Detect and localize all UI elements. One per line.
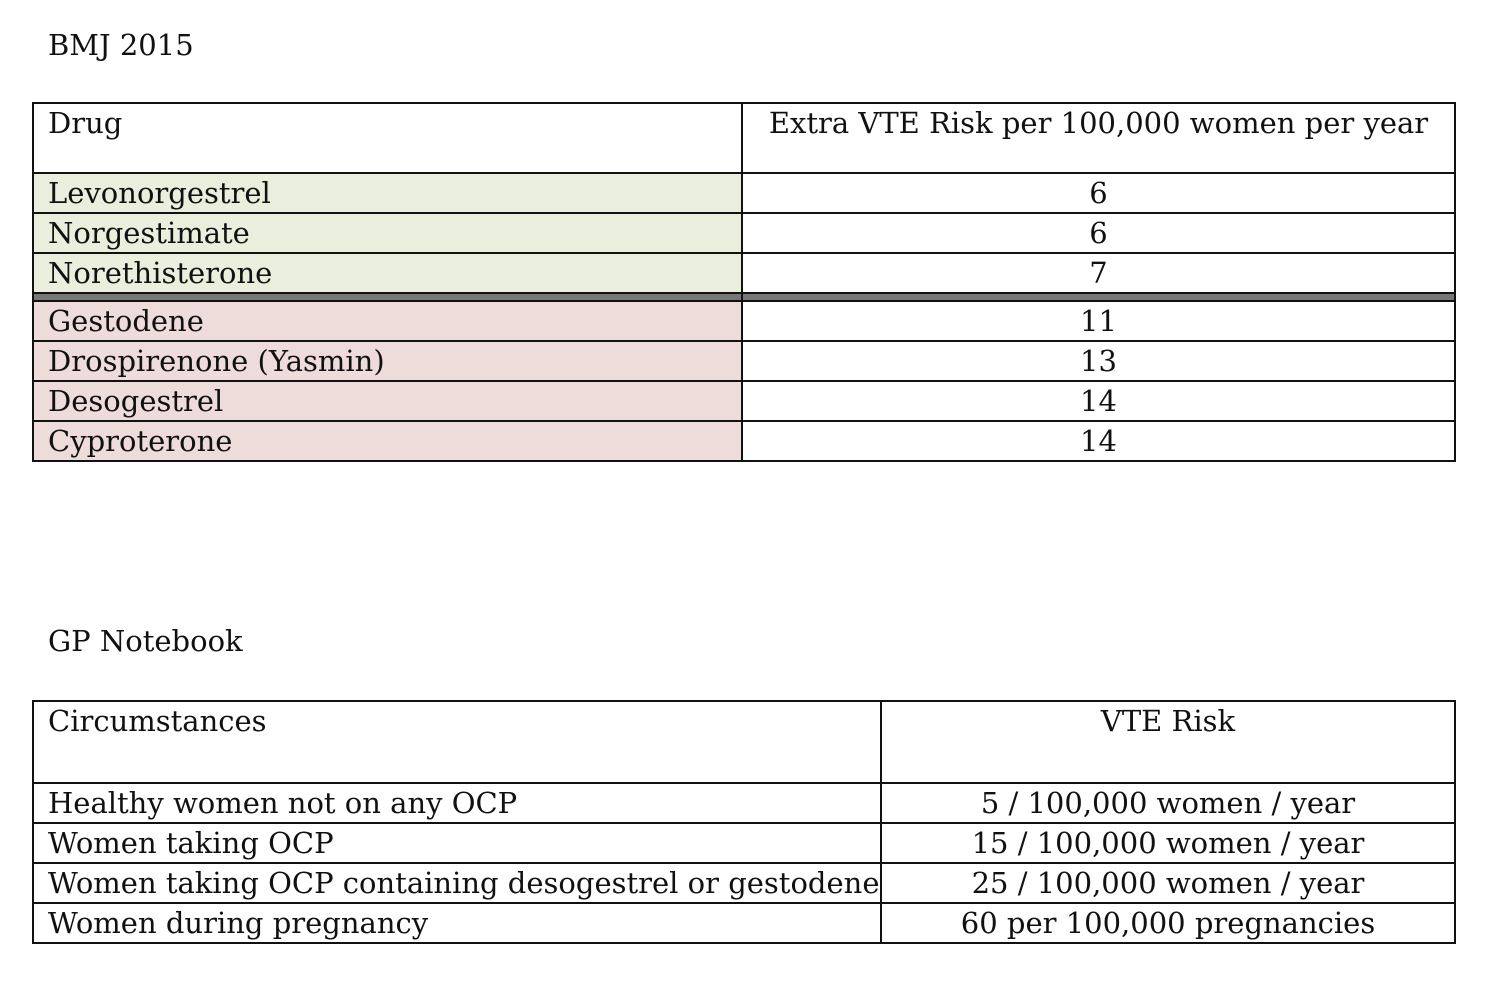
risk-value-cell: 25 / 100,000 women / year	[881, 863, 1455, 903]
table-row	[33, 301, 1455, 341]
risk-group-divider	[33, 293, 1455, 301]
drug-name-cell: Levonorgestrel	[33, 173, 742, 213]
gp-vte-risk-table	[32, 700, 1456, 944]
drug-name-cell: Gestodene	[33, 301, 742, 341]
drug-name-cell: Desogestrel	[33, 381, 742, 421]
drug-name-cell: Norethisterone	[33, 253, 742, 293]
risk-value-cell: 5 / 100,000 women / year	[881, 783, 1455, 823]
table-row	[33, 173, 1455, 213]
bmj-vte-risk-table	[32, 102, 1456, 462]
table-row	[33, 783, 1455, 823]
risk-value-cell: 13	[742, 341, 1455, 381]
table-row	[33, 381, 1455, 421]
table-row	[33, 421, 1455, 461]
risk-value-cell: 14	[742, 421, 1455, 461]
table-row	[33, 903, 1455, 943]
divider-cell	[742, 293, 1455, 301]
gp-notebook-heading: GP Notebook	[48, 624, 243, 658]
column-header-drug: Drug	[33, 103, 742, 173]
circumstance-cell: Women during pregnancy	[33, 903, 881, 943]
table-row	[33, 863, 1455, 903]
table-header-row	[33, 103, 1455, 173]
risk-value-cell: 6	[742, 173, 1455, 213]
risk-value-cell: 7	[742, 253, 1455, 293]
table-row	[33, 213, 1455, 253]
circumstance-cell: Women taking OCP containing desogestrel or gestodene	[33, 863, 881, 903]
risk-value-cell: 60 per 100,000 pregnancies	[881, 903, 1455, 943]
drug-name-cell: Drospirenone (Yasmin)	[33, 341, 742, 381]
table-row	[33, 253, 1455, 293]
risk-value-cell: 6	[742, 213, 1455, 253]
circumstance-cell: Healthy women not on any OCP	[33, 783, 881, 823]
circumstance-cell: Women taking OCP	[33, 823, 881, 863]
drug-name-cell: Norgestimate	[33, 213, 742, 253]
table-row	[33, 341, 1455, 381]
table-header-row	[33, 701, 1455, 783]
risk-value-cell: 15 / 100,000 women / year	[881, 823, 1455, 863]
risk-value-cell: 11	[742, 301, 1455, 341]
bmj-heading: BMJ 2015	[48, 28, 194, 62]
table-row	[33, 823, 1455, 863]
column-header-circumstances: Circumstances	[33, 701, 881, 783]
column-header-vte-risk: VTE Risk	[881, 701, 1455, 783]
column-header-extra-vte-risk: Extra VTE Risk per 100,000 women per year	[742, 103, 1455, 173]
divider-cell	[33, 293, 742, 301]
drug-name-cell: Cyproterone	[33, 421, 742, 461]
risk-value-cell: 14	[742, 381, 1455, 421]
